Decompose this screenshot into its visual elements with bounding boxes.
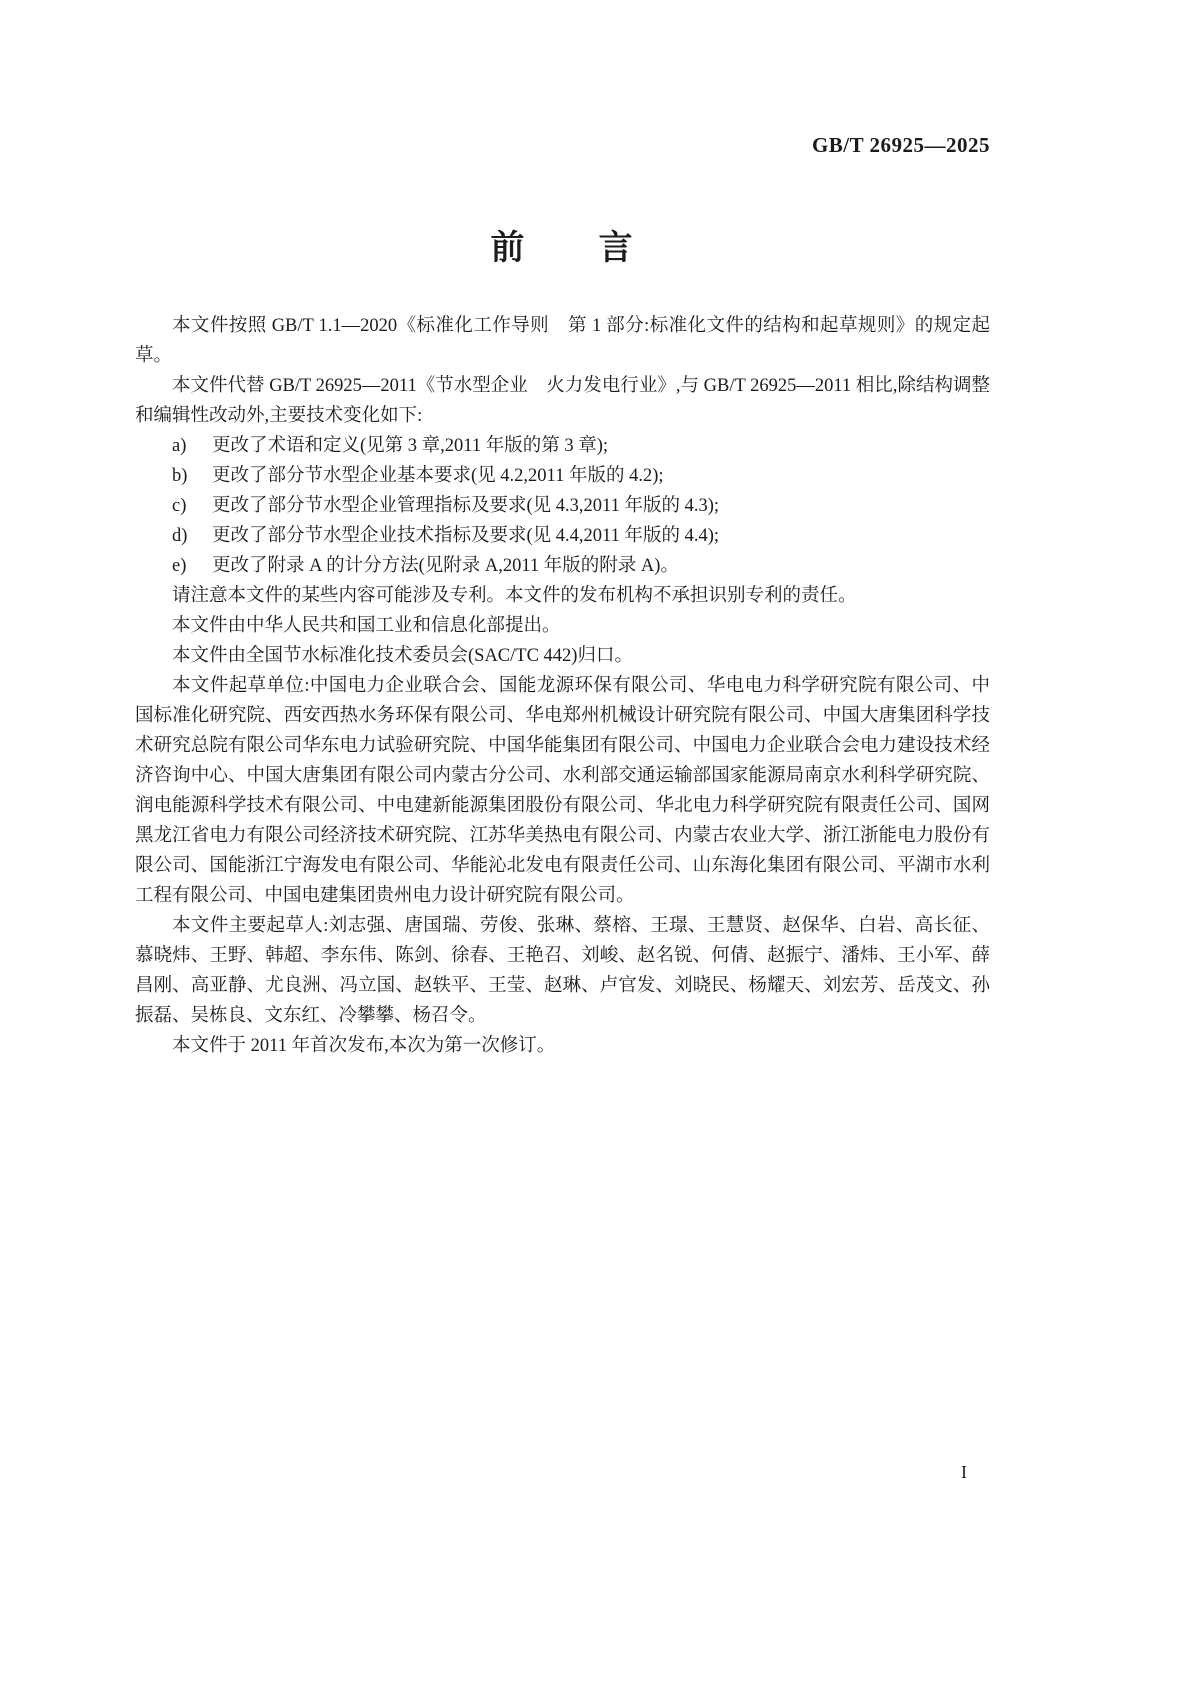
page-header [135, 133, 990, 158]
list-item [172, 491, 990, 521]
list-item-label: c) [172, 496, 187, 516]
page-number: I [961, 1462, 967, 1482]
paragraph-committee: 本文件由全国节水标准化技术委员会(SAC/TC 442)归口。 [172, 646, 633, 666]
list-item-label: e) [172, 556, 187, 576]
list-item-text: 更改了附录 A 的计分方法(见附录 A,2011 年版的附录 A)。 [212, 556, 679, 576]
list-item-text: 更改了部分节水型企业管理指标及要求(见 4.3,2011 年版的 4.3); [212, 496, 720, 516]
list-item [172, 461, 990, 491]
list-item-label: a) [172, 436, 187, 456]
document-body [135, 311, 990, 1061]
paragraph-revision-history: 本文件于 2011 年首次发布,本次为第一次修订。 [172, 1036, 556, 1056]
paragraph-replacement-note: 本文件代替 GB/T 26925—2011《节水型企业 火力发电行业》,与 GB/T 26925—2011 相比,除结构调整和编辑性改动外,主要技术变化如下: [135, 376, 990, 426]
page-footer [961, 1462, 967, 1483]
foreword-title: 前 言 [490, 230, 635, 267]
paragraph-patent-notice: 请注意本文件的某些内容可能涉及专利。本文件的发布机构不承担识别专利的责任。 [172, 586, 857, 606]
list-item-text: 更改了术语和定义(见第 3 章,2011 年版的第 3 章); [212, 436, 609, 456]
paragraph-drafting-basis: 本文件按照 GB/T 1.1—2020《标准化工作导则 第 1 部分:标准化文件的结构和起草规则》的规定起草。 [135, 316, 990, 366]
technical-changes-list [172, 431, 990, 581]
list-item [172, 551, 990, 581]
list-item-label: b) [172, 466, 188, 486]
paragraph-drafters: 本文件主要起草人:刘志强、唐国瑞、劳俊、张琳、蔡榕、王璟、王慧贤、赵保华、白岩、高长征、慕晓炜、王野、韩超、李东伟、陈剑、徐春、王艳召、刘峻、赵名锐、何倩、赵振宁、潘炜、王小军、薛昌刚、高亚静、尤良洲、冯立国、赵轶平、王莹、赵琳、卢官发、刘晓民、杨耀天、刘宏芳、岳茂文、孙振磊、吴栋良、文东红、冷攀攀、杨召令。 [135, 916, 990, 1026]
paragraph-proposer: 本文件由中华人民共和国工业和信息化部提出。 [172, 616, 561, 636]
list-item-text: 更改了部分节水型企业基本要求(见 4.2,2011 年版的 4.2); [212, 466, 664, 486]
list-item-text: 更改了部分节水型企业技术指标及要求(见 4.4,2011 年版的 4.4); [212, 526, 720, 546]
paragraph-drafting-units: 本文件起草单位:中国电力企业联合会、国能龙源环保有限公司、华电电力科学研究院有限公司、中国标准化研究院、西安西热水务环保有限公司、华电郑州机械设计研究院有限公司、中国大唐集团科学技术研究总院有限公司华东电力试验研究院、中国华能集团有限公司、中国电力企业联合会电力建设技术经济咨询中心、中国大唐集团有限公司内蒙古分公司、水利部交通运输部国家能源局南京水利科学研究院、润电能源科学技术有限公司、中电建新能源集团股份有限公司、华北电力科学研究院有限责任公司、国网黑龙江省电力有限公司经济技术研究院、江苏华美热电有限公司、内蒙古农业大学、浙江浙能电力股份有限公司、国能浙江宁海发电有限公司、华能沁北发电有限责任公司、山东海化集团有限公司、平湖市水利工程有限公司、中国电建集团贵州电力设计研究院有限公司。 [135, 676, 990, 906]
list-item-label: d) [172, 526, 188, 546]
standard-number: GB/T 26925—2025 [811, 133, 990, 157]
list-item [172, 431, 990, 461]
list-item [172, 521, 990, 551]
